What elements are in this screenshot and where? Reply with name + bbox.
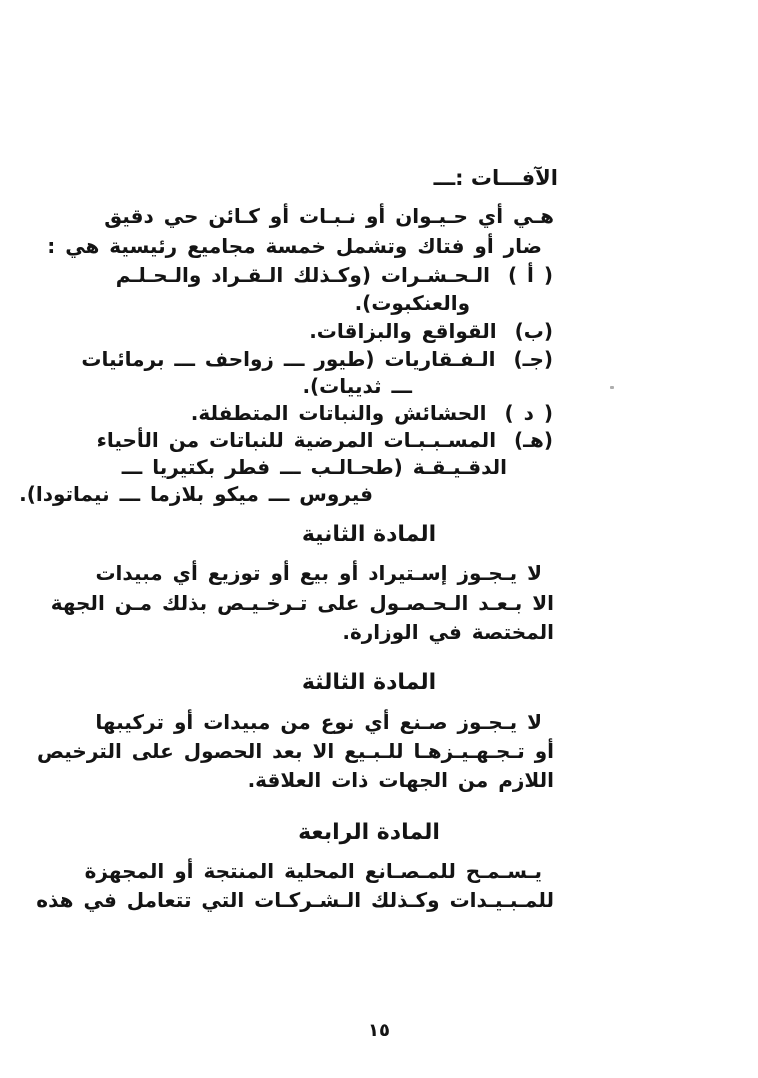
list-marker-c: (جـ) xyxy=(513,347,553,371)
article-2-line: المختصة في الوزارة. xyxy=(342,620,554,644)
article-4-line: يـسـمـح للمـصـانع المحلية المنتجة أو المجهزة xyxy=(84,859,542,883)
list-marker-e: (هـ) xyxy=(514,428,553,452)
article-2-line: لا يـجـوز إسـتيراد أو بيع أو توزيع أي مبيدات xyxy=(95,561,542,585)
article-4-heading: المادة الرابعة xyxy=(298,820,440,845)
page-number: ١٥ xyxy=(368,1020,390,1041)
list-item-a-line-1 xyxy=(116,262,553,288)
list-item-e-line-2: الدقـيـقـة (طحـالـب ـــ فطر بكتيريا ـــ xyxy=(121,455,507,479)
list-item-text: القواقع والبزاقات. xyxy=(309,319,497,343)
intro-line: ضار أو فتاك وتشمل خمسة مجاميع رئيسية هي : xyxy=(47,234,542,258)
article-3-line: اللازم من الجهات ذات العلاقة. xyxy=(247,768,554,792)
list-item-d-line-1 xyxy=(191,400,553,426)
list-marker-b: (ب) xyxy=(514,319,553,343)
article-3-line: أو تـجـهـيـزهـا للـبـيع الا بعد الحصول على الترخيص xyxy=(36,739,554,763)
list-item-text: المسـبـبـات المرضية للنباتات من الأحياء xyxy=(96,428,497,452)
list-item-text: الـحـشـرات (وكـذلك الـقـراد والـحـلـم xyxy=(115,263,490,287)
list-item-text: الحشائش والنباتات المتطفلة. xyxy=(190,401,487,425)
list-item-e-line-1 xyxy=(97,427,553,453)
list-marker-a: ( أ ) xyxy=(507,263,553,287)
article-2-heading: المادة الثانية xyxy=(301,522,437,547)
list-item-e-line-3: فيروس ـــ ميكو بلازما ـــ نيماتودا). xyxy=(19,482,373,506)
list-marker-d: ( د ) xyxy=(504,401,553,425)
article-4-line: للمـبـيـدات وكـذلك الـشـركـات التي تتعامل في هذه xyxy=(36,888,554,912)
list-item-a-line-2: والعنكبوت). xyxy=(354,291,470,315)
list-item-c-line-1 xyxy=(81,346,553,372)
list-item-text: الـفـقاريات (طيور ـــ زواحف ـــ برمائيات xyxy=(81,347,496,371)
list-item-c-line-2: ـــ ثدييات). xyxy=(302,374,412,398)
intro-line: هـي أي حـيـوان أو نـبـات أو كـائن حي دقيق xyxy=(104,204,554,228)
article-2-line: الا بـعـد الـحـصـول على تـرخـيـص بذلك مـن الجهة xyxy=(50,591,554,615)
article-3-heading: المادة الثالثة xyxy=(301,670,437,695)
article-3-line: لا يـجـوز صـنع أي نوع من مبيدات أو تركيبها xyxy=(95,710,542,734)
list-item-b-line-1 xyxy=(309,318,553,344)
scan-speck xyxy=(610,386,614,389)
pests-definition-title: الآفـــات :ـــ xyxy=(433,166,558,190)
